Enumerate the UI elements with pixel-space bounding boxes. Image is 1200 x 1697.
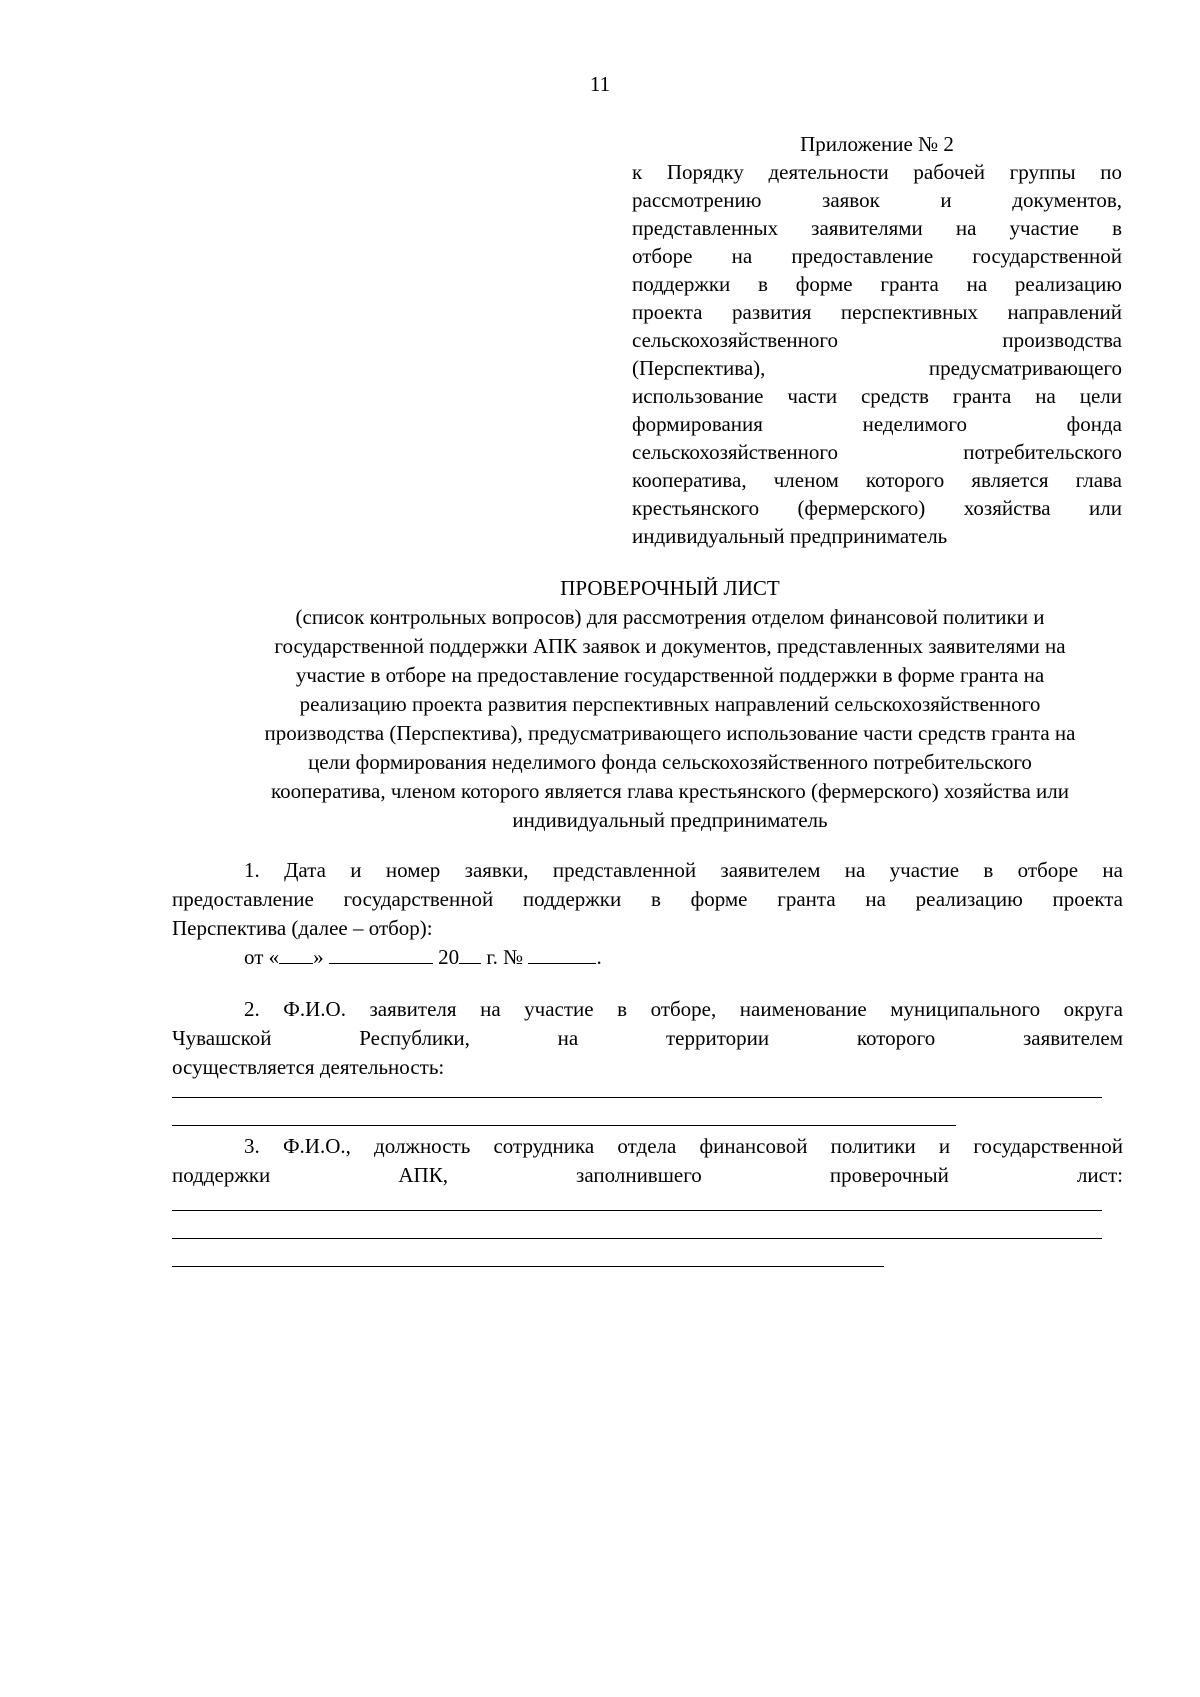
employee-fill-line[interactable] [172, 1266, 884, 1267]
annex-line: рассмотрению заявок и документов, [632, 188, 1122, 212]
date-number-line [172, 943, 1123, 972]
section-3-line: поддержки АПК, заполнившего проверочный лист: [172, 1163, 1123, 1187]
section-1 [172, 856, 1123, 972]
employee-fill-line[interactable] [172, 1210, 1102, 1211]
annex-line: к Порядку деятельности рабочей группы по [632, 160, 1122, 184]
document-subtitle [150, 603, 1190, 835]
applicant-fill-line[interactable] [172, 1097, 1102, 1098]
annex-line: представленных заявителями на участие в [632, 216, 1122, 240]
annex-line: использование части средств гранта на цели [632, 384, 1122, 408]
month-field[interactable] [329, 943, 433, 964]
annex-line: сельскохозяйственного потребительского [632, 440, 1122, 464]
subtitle-line: индивидуальный предприниматель [512, 808, 828, 832]
subtitle-line: цели формирования неделимого фонда сельскохозяйственного потребительского [308, 750, 1032, 774]
section-3 [172, 1132, 1123, 1190]
section-1-line: Перспектива (далее – отбор): [172, 916, 433, 940]
annex-line: поддержки в форме гранта на реализацию [632, 272, 1122, 296]
annex-line: проекта развития перспективных направлений [632, 300, 1122, 324]
section-2-line: 2. Ф.И.О. заявителя на участие в отборе, наименование муниципального округа [244, 997, 1123, 1021]
applicant-fill-line[interactable] [172, 1125, 956, 1126]
year-field[interactable] [459, 943, 481, 964]
page-number: 11 [589, 72, 611, 96]
date-quote-close: » [313, 945, 324, 969]
subtitle-line: кооператива, членом которого является глава крестьянского (фермерского) хозяйства или [270, 779, 1070, 803]
annex-line: сельскохозяйственного производства [632, 328, 1122, 352]
annex-line: (Перспектива), предусматривающего [632, 356, 1122, 380]
section-1-line: предоставление государственной поддержки в форме гранта на реализацию проекта [172, 887, 1123, 911]
day-field[interactable] [279, 943, 313, 964]
date-prefix: от « [244, 945, 280, 969]
document-title: ПРОВЕРОЧНЫЙ ЛИСТ [560, 576, 780, 600]
subtitle-line: участие в отборе на предоставление государственной поддержки в форме гранта на [295, 663, 1045, 687]
subtitle-line: государственной поддержки АПК заявок и документов, представленных заявителями на [274, 634, 1066, 658]
number-field[interactable] [528, 943, 596, 964]
section-1-line: 1. Дата и номер заявки, представленной заявителем на участие в отборе на [244, 858, 1123, 882]
employee-fill-line[interactable] [172, 1238, 1102, 1239]
section-2-line: осуществляется деятельность: [172, 1055, 445, 1079]
section-2-line: Чувашской Республики, на территории которого заявителем [172, 1026, 1123, 1050]
annex-line: отборе на предоставление государственной [632, 244, 1122, 268]
annex-title: Приложение № 2 [800, 132, 954, 156]
section-2 [172, 995, 1123, 1082]
annex-line: крестьянского (фермерского) хозяйства или [632, 496, 1122, 520]
date-year: 20 [438, 945, 460, 969]
subtitle-line: (список контрольных вопросов) для рассмотрения отделом финансовой политики и [295, 605, 1045, 629]
annex-line: формирования неделимого фонда [632, 412, 1122, 436]
subtitle-line: реализацию проекта развития перспективных направлений сельскохозяйственного [299, 692, 1041, 716]
section-3-line: 3. Ф.И.О., должность сотрудника отдела финансовой политики и государственной [244, 1134, 1123, 1158]
annex-line: индивидуальный предприниматель [632, 524, 948, 548]
date-year-suffix: г. № [486, 945, 524, 969]
date-end: . [596, 945, 602, 969]
annex-line: кооператива, членом которого является глава [632, 468, 1122, 492]
subtitle-line: производства (Перспектива), предусматривающего использование части средств гранта на [264, 721, 1076, 745]
annex-body [632, 158, 1122, 550]
